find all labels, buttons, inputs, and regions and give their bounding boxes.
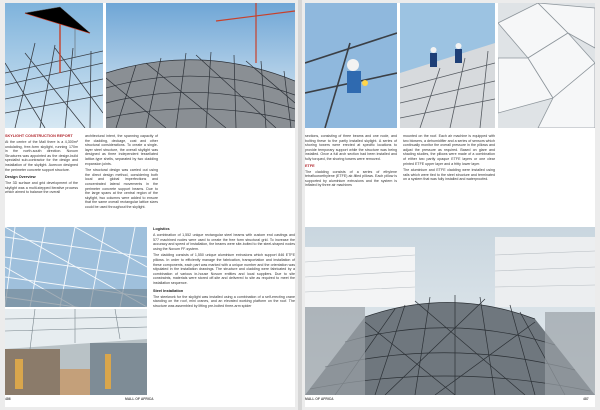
paragraph: mounted on the roof. Each air machine is equipped with two blowers, a dehumidifier and a series of sensors which continually monitor the overall pressure in the pillows and adjust the pressure as required. Based on glare and shading studies, the pillows were made of a combination of either two partly opaque ETFE layers or one clear printed ETFE upper layer and a fritty lower layer. (403, 134, 495, 166)
subheading: Design Overview (5, 175, 36, 180)
photo-skylight-aerial (305, 227, 595, 395)
footer-title: MALL OF AFRICA (125, 397, 154, 401)
right-text-column-1 (305, 134, 397, 190)
paragraph: A combination of 1,552 unique rectangular steel beams with custom end castings and 577 machined nodes were used to create the free form structural grid. To increase the accuracy and speed of installation, the beams were site-bolted to the steel-shaped nodes using the Novum FF-system. (153, 233, 295, 251)
section-heading: SKYLIGHT CONSTRUCTION REPORT (5, 134, 73, 138)
left-text-column-2 (85, 134, 158, 212)
paragraph: The structural design was carried out using the direct design method, considering both local and global imperfections and concentrated lateral movements in the perimeter concrete support beams. Due to the large spans at the central region of the skylight, two columns were added to ensure that the same overall rectangular lattice sizes could be used throughout the skylight. (85, 168, 158, 209)
paragraph: architectural intent, the spanning capacity of the cladding, deckage, cost and other structural considerations. To create a single-layer steel structure, the overall skylight was designed as three independent tessellated lattice-type shells, separated by two cladding expansion joints. (85, 134, 158, 166)
photo-skylight-frame-wide (106, 3, 295, 128)
section-heading-etfe: ETFE (305, 163, 315, 168)
left-page (5, 3, 295, 407)
page-gutter (298, 0, 302, 410)
paragraph: sections, consisting of three beams and one node, and bolting these to the partly installed skylight. A series of shoring towers were erected at specific locations to provide temporary support while the structure was being installed. Once a full arch section had been installed and fully torqued, the shoring towers were removed. (305, 134, 397, 161)
photo-crane-steel-grid (5, 3, 103, 128)
right-page (305, 3, 595, 407)
photo-workers-on-roof (400, 3, 495, 128)
photo-mall-atrium-interior (5, 309, 147, 395)
paragraph: The 3D surface and grid development of the skylight was a multi-stepped iterative process which aimed to balance the overall (5, 181, 78, 195)
left-text-column-1 (5, 134, 78, 197)
paragraph: At the centre of the Mall there is a 4,300m² undulating, free-form skylight, running 170m in the north-south direction. Novum Structures was appointed as the design-build specialist sub-contractor for the design and installation of the skylight. Aurecon designed the perimeter concrete support structure. (5, 140, 78, 172)
footer-title: MALL OF AFRICA (305, 397, 334, 401)
paragraph: The steelwork for the skylight was installed using a combination of a self-erecting crane standing on the roof, mini cranes, and an elevated working platform on the roof. The structure was assembled by lifting pre-bolted three-arm spider (153, 294, 295, 308)
paragraph: The cladding consists of a series of ethylene tetrafluoroethylene (ETFE) air-filled pillows. Each pillow is supported by aluminium extrusions and the system is inflated by three air machines (305, 169, 397, 188)
right-text-column-2 (403, 134, 495, 184)
photo-skylight-interior-glass (5, 227, 147, 307)
page-number: 486 (5, 397, 11, 401)
left-text-column-3 (153, 227, 295, 310)
page-number: 487 (583, 397, 589, 401)
paragraph: The cladding consists of 1,550 unique aluminium extrusions which support 846 ETFE pillows. In order to efficiently manage the fabrication, transportation and installation of these components, each part was marked with a unique number and the orientation was stipulated in the installation drawings. The structure and cladding were fabricated by a combination of various in-house Novum entities and local suppliers. Due to site constraints, materials were stored off-site and delivered to site as required to meet the installation sequence. (153, 253, 295, 285)
subheading-steel-installation: Steel Installation (153, 288, 184, 293)
section-heading-logistics: Logistics (153, 227, 170, 231)
photo-worker-welding (305, 3, 397, 128)
paragraph: The aluminium and ETFE cladding were installed using rails which were tied to the steel structure and terminated on a system that was fully installed and waterproofed. (403, 168, 495, 182)
photo-etfe-pillows (498, 3, 595, 128)
